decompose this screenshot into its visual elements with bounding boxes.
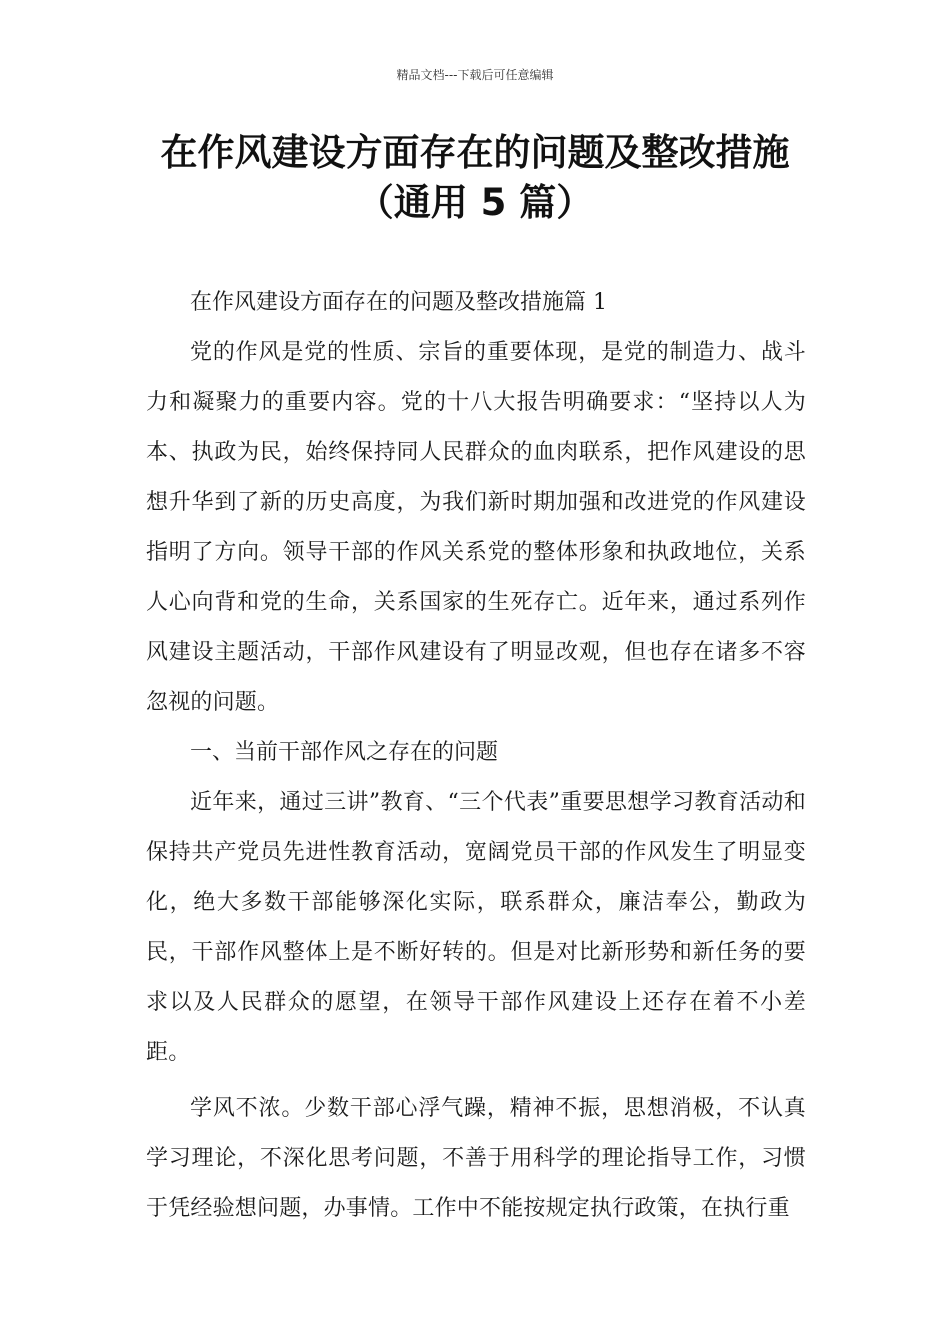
paragraph-2: 近年来，通过三讲”教育、“三个代表”重要思想学习教育活动和保持共产党员先进性教育活动，宽阔党员干部的作风发生了明显变化，绝大多数干部能够深化实际，联系群众，廉洁奉公，勤政为民，干部作风整体上是不断好转的。但是对比新形势和新任务的要求以及人民群众的愿望，在领导干部作风建设上还存在着不小差距。 <box>146 790 806 1065</box>
title-line-2: （通用 5 篇） <box>356 181 594 224</box>
article-subtitle: 在作风建设方面存在的问题及整改措施篇 1 <box>190 290 607 315</box>
paragraph-1: 党的作风是党的性质、宗旨的重要体现，是党的制造力、战斗力和凝聚力的重要内容。党的十八大报告明确要求：“坚持以人为本、执政为民，始终保持同人民群众的血肉联系，把作风建设的思想升华到了新的历史高度，为我们新时期加强和改进党的作风建设指明了方向。领导干部的作风关系党的整体形象和执政地位，关系人心向背和党的生命，关系国家的生死存亡。近年来，通过系列作风建设主题活动，干部作风建设有了明显改观，但也存在诸多不容忽视的问题。 <box>146 340 806 715</box>
page-header: 精品文档---下载后可任意编辑 <box>396 68 554 82</box>
title-line-1: 在作风建设方面存在的问题及整改措施 <box>160 131 790 174</box>
document-title <box>60 128 890 228</box>
paragraph-3: 学风不浓。少数干部心浮气躁，精神不振，思想消极，不认真学习理论，不深化思考问题，不善于用科学的理论指导工作，习惯于凭经验想问题，办事情。工作中不能按规定执行政策，在执行重 <box>146 1096 806 1221</box>
section-heading-1: 一、当前干部作风之存在的问题 <box>190 740 499 765</box>
document-body <box>146 278 806 1234</box>
